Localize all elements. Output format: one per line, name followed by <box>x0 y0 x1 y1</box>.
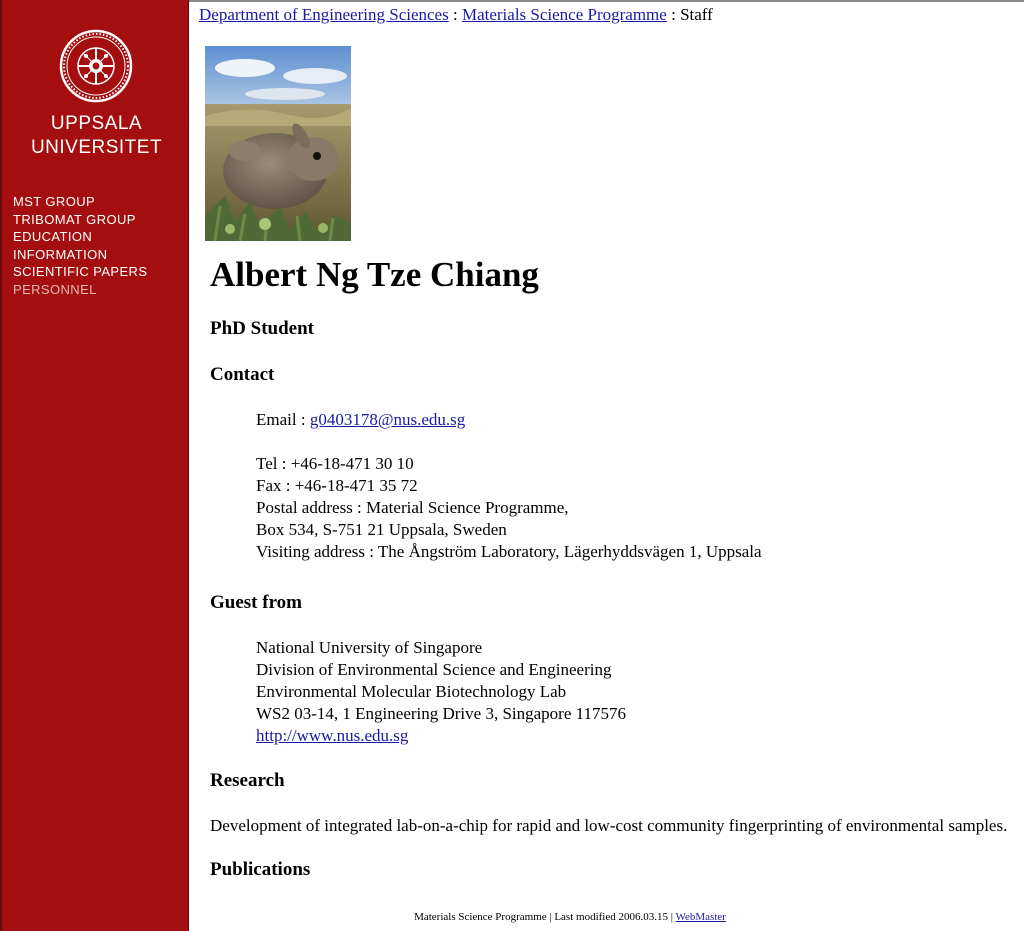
guest-line: Environmental Molecular Biotechnology Lab <box>256 682 567 701</box>
breadcrumb-link-department[interactable]: Department of Engineering Sciences <box>199 5 449 24</box>
email-link[interactable]: g0403178@nus.edu.sg <box>309 410 466 429</box>
sidebar-item-mst-group[interactable]: MST GROUP <box>13 194 96 209</box>
footer <box>190 911 950 923</box>
postal-address-line2: Box 534, S-751 21 Uppsala, Sweden <box>256 520 507 539</box>
sidebar-item-tribomat-group[interactable]: TRIBOMAT GROUP <box>13 211 136 227</box>
sidebar-nav <box>13 193 147 298</box>
guest-website-link[interactable]: http://www.nus.edu.sg <box>256 726 409 745</box>
university-name-line2: UNIVERSITET <box>30 137 163 158</box>
guest-line: National University of Singapore <box>256 638 483 657</box>
profile-name: Albert Ng Tze Chiang <box>210 255 539 294</box>
postal-address-line1: Postal address : Material Science Programme, <box>256 498 569 517</box>
breadcrumb-current: Staff <box>680 5 713 24</box>
guest-line: WS2 03-14, 1 Engineering Drive 3, Singapore 117576 <box>256 704 626 723</box>
sidebar-item-information[interactable]: INFORMATION <box>13 246 108 262</box>
tel-text: Tel : +46-18-471 30 10 <box>256 454 414 473</box>
sidebar-item-education[interactable]: EDUCATION <box>13 229 93 244</box>
sidebar-item-scientific-papers[interactable]: SCIENTIFIC PAPERS <box>13 264 148 279</box>
profile-title: PhD Student <box>210 318 314 339</box>
breadcrumb-link-programme[interactable]: Materials Science Programme <box>461 5 667 24</box>
breadcrumb-separator: : <box>448 5 462 24</box>
fax-text: Fax : +46-18-471 35 72 <box>256 476 418 495</box>
profile-photo <box>205 46 351 241</box>
webmaster-link[interactable]: WebMaster <box>675 911 726 923</box>
contact-heading: Contact <box>210 364 275 385</box>
footer-text: Materials Science Programme | Last modified 2006.03.15 | <box>414 911 676 923</box>
visiting-address: Visiting address : The Ångström Laboratory, Lägerhyddsvägen 1, Uppsala <box>256 542 762 561</box>
email-line <box>256 409 465 431</box>
breadcrumb <box>199 5 713 25</box>
guest-line: Division of Environmental Science and Engineering <box>256 660 612 679</box>
contact-details <box>256 453 762 563</box>
sidebar-item-personnel[interactable]: PERSONNEL <box>13 281 97 297</box>
email-label: Email : <box>256 410 310 429</box>
breadcrumb-separator: : <box>666 5 681 24</box>
university-name-line1: UPPSALA <box>50 113 143 134</box>
research-heading: Research <box>210 770 285 791</box>
research-text: Development of integrated lab-on-a-chip for rapid and low-cost community fingerprinting of environmental samples. <box>210 816 1008 835</box>
guest-heading: Guest from <box>210 592 302 613</box>
university-seal-logo[interactable] <box>59 29 133 103</box>
guest-details <box>256 637 626 747</box>
sidebar <box>0 0 189 931</box>
publications-heading: Publications <box>210 859 311 880</box>
